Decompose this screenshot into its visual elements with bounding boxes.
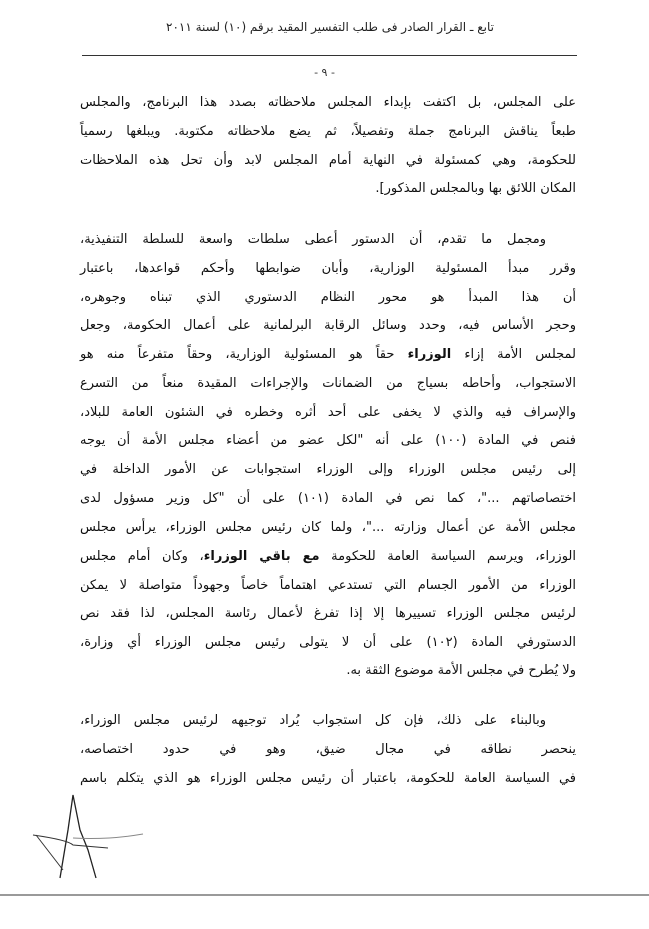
paragraph-line: ولا يُطرح في مجلس الأمة موضوع الثقة به. — [346, 663, 576, 678]
paragraph-line: أن هذا المبدأ هو محور النظام الدستوري الذي تبناه وجوهره، — [80, 290, 576, 305]
page-number: - ٩ - — [314, 66, 335, 79]
paragraph-line — [80, 548, 576, 566]
paragraph-line: والإسراف فيه والذي لا يخفى على أحد أثره وخطره في الشئون العامة للبلاد، — [80, 405, 576, 420]
bold-text: الوزراء — [407, 347, 452, 362]
paragraph-line: إلى رئيس مجلس الوزراء وإلى الوزراء استجوابات عن الأمور الداخلة في — [80, 462, 576, 477]
paragraph-line: في السياسة العامة للحكومة، باعتبار أن رئيس مجلس الوزراء هو الذي يتكلم باسم — [80, 771, 576, 786]
paragraph-line: وبالبناء على ذلك، فإن كل استجواب يُراد توجيهه لرئيس مجلس الوزراء، — [80, 713, 546, 728]
paragraph-line: ومجمل ما تقدم، أن الدستور أعطى سلطات واسعة للسلطة التنفيذية، — [80, 232, 546, 247]
handwritten-signature — [28, 790, 148, 880]
paragraph-line: المكان اللائق بها وبالمجلس المذكور]. — [375, 181, 576, 196]
paragraph-line: ينحصر نطاقه في مجال ضيق، وهو في حدود اختصاصه، — [80, 742, 576, 757]
page-edge — [0, 894, 649, 896]
text: حقاً هو المسئولية الوزارية، وحقاً متفرعاً منه هو — [80, 347, 408, 362]
header-rule — [82, 55, 577, 56]
paragraph-line: على المجلس، بل اكتفت بإبداء المجلس ملاحظاته بصدد هذا البرنامج، والمجلس — [80, 95, 576, 110]
paragraph-line: لرئيس مجلس الوزراء تسييرها إلا إذا تفرغ لأعمال رئاسة المجلس، لذا فقد نص — [80, 606, 576, 621]
paragraph-line — [80, 346, 576, 364]
text: الوزراء، ويرسم السياسة العامة للحكومة — [319, 549, 576, 564]
paragraph-line: الاستجواب، وأحاطه بسياج من الضمانات والإجراءات المقيدة منعاً من التسرع — [80, 376, 576, 391]
paragraph-line: فنص في المادة (١٠٠) على أنه "لكل عضو من أعضاء مجلس الأمة أن يوجه — [80, 433, 577, 448]
paragraph-line: وقرر مبدأ المسئولية الوزارية، وأبان ضوابطها وأحكم قواعدها، باعتبار — [80, 261, 576, 276]
paragraph-line: الدستورفي المادة (١٠٢) على أن لا يتولى رئيس مجلس الوزراء أي وزارة، — [80, 635, 576, 650]
paragraph-line: اختصاصاتهم ..."، كما نص في المادة (١٠١) على أن "كل وزير مسؤول لدى — [80, 491, 576, 506]
paragraph-line: مجلس الأمة عن أعمال وزارته ..."، ولما كان رئيس مجلس الوزراء، يرأس مجلس — [80, 520, 576, 535]
text: ، وكان أمام مجلس — [80, 549, 204, 564]
paragraph-line: الوزراء من الأمور الجسام التي تستدعي اهتماماً خاصاً وجهوداً متواصلة لا يمكن — [80, 578, 576, 593]
paragraph-line: طبعاً يناقش البرنامج جملة وتفصيلاً، ثم يضع ملاحظاته مكتوبة. ويبلغها رسمياً — [80, 124, 576, 139]
bold-text: مع باقي الوزراء — [203, 549, 320, 564]
paragraph-line: وحجر الأساس فيه، وحدد وسائل الرقابة البرلمانية على أعمال الحكومة، وجعل — [80, 318, 576, 333]
document-header: تابع ـ القرار الصادر فى طلب التفسير المقيد برقم (١٠) لسنة ٢٠١١ — [166, 20, 494, 34]
text: لمجلس الأمة إزاء — [451, 347, 576, 362]
paragraph-line: للحكومة، وهي كمسئولة في النهاية أمام المجلس لابد وأن تحل هذه الملاحظات — [80, 153, 576, 168]
